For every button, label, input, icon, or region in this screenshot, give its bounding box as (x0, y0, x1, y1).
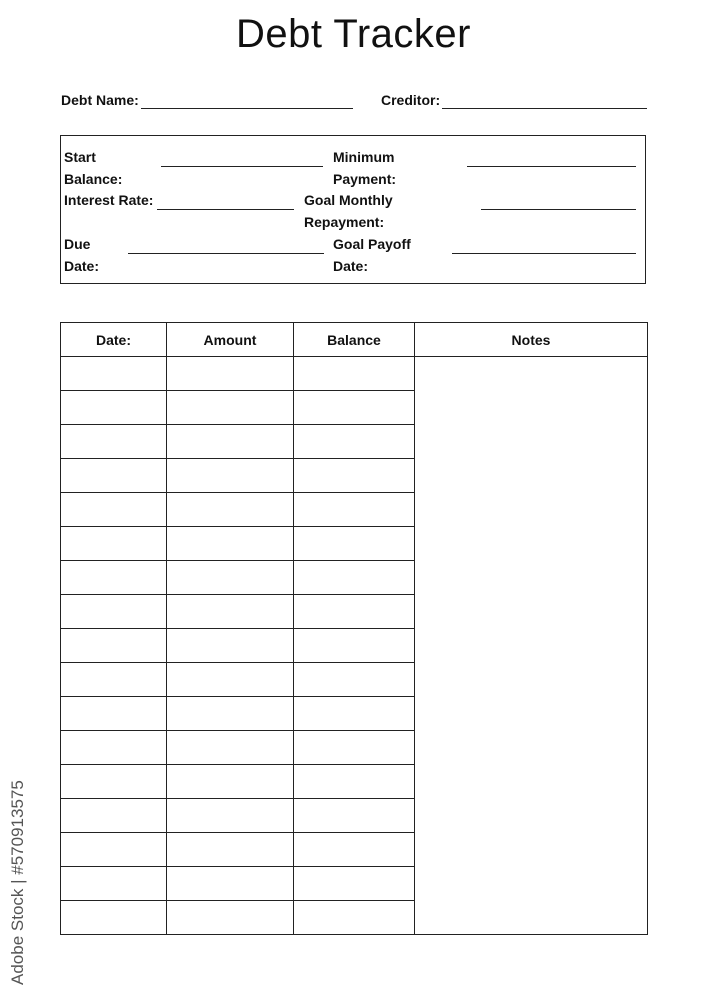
date-cell[interactable] (61, 731, 167, 765)
date-cell[interactable] (61, 561, 167, 595)
date-cell[interactable] (61, 459, 167, 493)
table-header-row (61, 323, 648, 357)
amount-cell[interactable] (167, 527, 294, 561)
column-header-notes: Notes (415, 323, 648, 357)
amount-cell[interactable] (167, 391, 294, 425)
date-cell[interactable] (61, 595, 167, 629)
amount-cell[interactable] (167, 765, 294, 799)
date-cell[interactable] (61, 629, 167, 663)
debt-name-label: Debt Name: (61, 92, 139, 108)
due-date-field[interactable] (128, 253, 324, 254)
notes-cell[interactable] (415, 357, 648, 935)
interest-rate-field[interactable] (157, 209, 294, 210)
balance-cell[interactable] (294, 629, 415, 663)
date-cell[interactable] (61, 663, 167, 697)
date-cell[interactable] (61, 901, 167, 935)
balance-cell[interactable] (294, 493, 415, 527)
minimum-payment-label: Minimum Payment: (333, 149, 397, 187)
balance-cell[interactable] (294, 799, 415, 833)
goal-payoff-date-label: Goal Payoff Date: (333, 236, 411, 274)
amount-cell[interactable] (167, 459, 294, 493)
stock-watermark: Adobe Stock | #570913575 (8, 780, 27, 985)
balance-cell[interactable] (294, 765, 415, 799)
balance-cell[interactable] (294, 595, 415, 629)
amount-cell[interactable] (167, 833, 294, 867)
goal-monthly-repayment-label: Goal Monthly Repayment: (304, 192, 393, 230)
date-cell[interactable] (61, 527, 167, 561)
balance-cell[interactable] (294, 697, 415, 731)
amount-cell[interactable] (167, 799, 294, 833)
start-balance-field[interactable] (161, 166, 323, 167)
balance-cell[interactable] (294, 663, 415, 697)
amount-cell[interactable] (167, 867, 294, 901)
balance-cell[interactable] (294, 357, 415, 391)
balance-cell[interactable] (294, 833, 415, 867)
amount-cell[interactable] (167, 663, 294, 697)
minimum-payment-field[interactable] (467, 166, 636, 167)
page-title: Debt Tracker (236, 12, 471, 56)
amount-cell[interactable] (167, 901, 294, 935)
balance-cell[interactable] (294, 561, 415, 595)
date-cell[interactable] (61, 765, 167, 799)
column-header-amount: Amount (167, 323, 294, 357)
table-row (61, 357, 648, 391)
goal-payoff-date-field[interactable] (452, 253, 636, 254)
date-cell[interactable] (61, 425, 167, 459)
balance-cell[interactable] (294, 425, 415, 459)
date-cell[interactable] (61, 697, 167, 731)
amount-cell[interactable] (167, 425, 294, 459)
amount-cell[interactable] (167, 731, 294, 765)
interest-rate-label: Interest Rate: (64, 192, 154, 208)
creditor-field[interactable] (442, 108, 647, 109)
balance-cell[interactable] (294, 901, 415, 935)
amount-cell[interactable] (167, 493, 294, 527)
balance-cell[interactable] (294, 867, 415, 901)
date-cell[interactable] (61, 391, 167, 425)
balance-cell[interactable] (294, 459, 415, 493)
column-header-date: Date: (61, 323, 167, 357)
amount-cell[interactable] (167, 697, 294, 731)
goal-monthly-repayment-field[interactable] (481, 209, 636, 210)
debt-name-field[interactable] (141, 108, 353, 109)
due-date-label: Due Date: (64, 236, 100, 274)
date-cell[interactable] (61, 867, 167, 901)
start-balance-label: Start Balance: (64, 149, 123, 187)
date-cell[interactable] (61, 357, 167, 391)
balance-cell[interactable] (294, 527, 415, 561)
balance-cell[interactable] (294, 391, 415, 425)
date-cell[interactable] (61, 833, 167, 867)
date-cell[interactable] (61, 799, 167, 833)
amount-cell[interactable] (167, 629, 294, 663)
amount-cell[interactable] (167, 595, 294, 629)
date-cell[interactable] (61, 493, 167, 527)
balance-cell[interactable] (294, 731, 415, 765)
creditor-label: Creditor: (381, 92, 441, 108)
amount-cell[interactable] (167, 357, 294, 391)
column-header-balance: Balance (294, 323, 415, 357)
payment-log-table (60, 322, 648, 935)
amount-cell[interactable] (167, 561, 294, 595)
